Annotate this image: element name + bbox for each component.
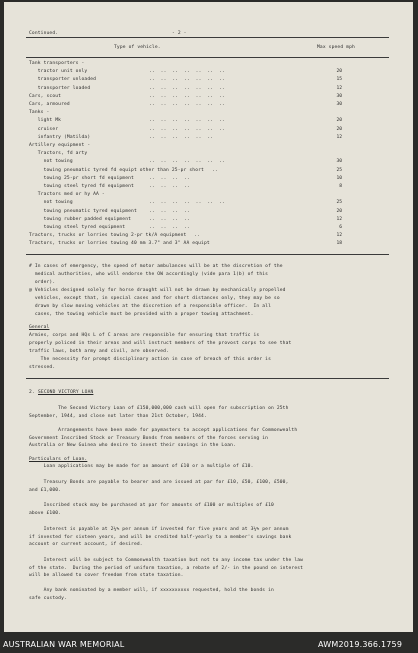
footer-right: AWM2019.366.1759 bbox=[318, 640, 403, 649]
footnote-line: vehicles, except that, in special cases and for short distances only, they may be so bbox=[29, 296, 280, 301]
max-speed-value: 12 bbox=[336, 233, 342, 239]
max-speed-value: 6 bbox=[339, 225, 342, 230]
loan-text-line: Interest is payable at 2¼% per annum if invested for five years and at 3¼% per annum bbox=[29, 527, 289, 532]
max-speed-value: 10 bbox=[336, 175, 342, 181]
max-speed-value: 20 bbox=[336, 69, 342, 75]
general-heading: General bbox=[29, 325, 50, 330]
column-header-vehicle: Type of vehicle. bbox=[114, 45, 161, 50]
leader-dots: .. .. .. .. .. .. .. bbox=[149, 118, 225, 124]
vehicle-type-label: Tractors, trucks or lorries towing 40 mm 3.7" and 3" AA equipt bbox=[29, 241, 210, 247]
loan-text-line: Government Inscribed Stock or Treasury Bonds from members of the forces serving in bbox=[29, 435, 269, 441]
general-text-line: stressed. bbox=[29, 365, 56, 370]
leader-dots: .. .. .. .. .. .. .. bbox=[149, 102, 225, 107]
leader-dots: .. .. .. .. .. .. bbox=[149, 134, 214, 140]
loan-text-line: Inscribed stock may be purchased at par for amounts of £100 or multiples of £10 bbox=[29, 503, 274, 508]
leader-dots: .. bbox=[212, 167, 218, 173]
vehicle-type-label: not towing bbox=[29, 159, 73, 165]
max-speed-value: 20 bbox=[336, 118, 342, 124]
particulars-heading: Particulars of Loan. bbox=[29, 457, 88, 462]
footnote-line: medical authorities, who will endorse the OW accordingly (vide para 1(b) of this bbox=[29, 272, 269, 277]
loan-text-line: of the state. During the period of uniform taxation, a rebate of 2/- in the pound on interest bbox=[29, 565, 304, 571]
loan-text-line: account or current account, if desired. bbox=[29, 542, 143, 548]
max-speed-value: 12 bbox=[336, 85, 342, 91]
vehicle-type-label: Tractors med or hy AA - bbox=[29, 192, 105, 198]
vehicle-type-label: infantry (Matilda) bbox=[29, 134, 91, 140]
footnote-line: drawn by slow moving vehicles at the discretion of a responsible officer. In all bbox=[29, 304, 272, 309]
max-speed-value: 15 bbox=[336, 77, 342, 83]
general-text-line: The necessity for prompt disciplinary action in case of breach of this order is bbox=[29, 357, 272, 362]
loan-text-line: and £1,000. bbox=[29, 487, 62, 493]
vehicle-type-label: transporter unloaded bbox=[29, 77, 97, 83]
max-speed-value: 12 bbox=[336, 216, 342, 222]
vehicle-type-label: transporter loaded bbox=[29, 85, 91, 91]
document-page bbox=[4, 2, 413, 632]
vehicle-type-label: Tank transporters - bbox=[29, 61, 85, 66]
footnote-line: @ Vehicles designed solely for horse draught will not be drawn by mechanically propelled bbox=[29, 288, 286, 293]
max-speed-value: 25 bbox=[336, 200, 342, 206]
general-text-line: properly policed in their areas and will instruct members of the provost corps to see that bbox=[29, 341, 292, 346]
vehicle-type-label: Tractors, fd arty bbox=[29, 151, 88, 157]
vehicle-type-label: towing steel tyred fd equipment bbox=[29, 184, 134, 189]
footer-left: AUSTRALIAN WAR MEMORIAL bbox=[3, 640, 125, 649]
loan-text-line: Australia or New Guinea who desire to invest their savings in the Loan. bbox=[29, 443, 237, 449]
general-text-line: Armies, corps and HQs L of C areas are responsible for ensuring that traffic is bbox=[29, 333, 260, 338]
leader-dots: .. .. .. .. .. .. .. bbox=[149, 93, 225, 99]
leader-dots: .. .. .. .. bbox=[149, 208, 190, 214]
max-speed-value: 18 bbox=[336, 241, 342, 247]
leader-dots: .. .. .. .. .. .. .. bbox=[149, 159, 225, 165]
loan-text-line: Any bank nominated by a member will, if xxxxxxxxxx requested, hold the bonds in bbox=[29, 588, 274, 593]
footnote-line: # In cases of emergency, the speed of motor ambulances will be at the discretion of the bbox=[29, 264, 283, 269]
header-rule bbox=[26, 57, 389, 58]
leader-dots: .. .. .. .. bbox=[149, 184, 190, 189]
loan-text-line: if invested for sixteen years, and will be credited half-yearly to a member's savings bank bbox=[29, 534, 292, 540]
table-bottom-rule bbox=[26, 254, 389, 255]
leader-dots: .. bbox=[194, 233, 201, 239]
vehicle-type-label: towing pneumatic tyred fd equipt other than 25-pr short bbox=[29, 167, 204, 173]
max-speed-value: 12 bbox=[336, 134, 342, 140]
max-speed-value: 25 bbox=[336, 167, 342, 173]
vehicle-type-label: Tractors, trucks or lorries towing 2-pr tk/A equipment bbox=[29, 233, 187, 239]
leader-dots: .. .. .. .. .. .. .. bbox=[149, 77, 225, 83]
section-title: SECOND VICTORY LOAN bbox=[38, 390, 94, 395]
top-rule bbox=[26, 37, 389, 38]
continued-label: Continued. bbox=[29, 31, 59, 36]
loan-text-line: The Second Victory Loan of £150,000,000 cash will open for subscription on 25th bbox=[29, 406, 289, 411]
vehicle-type-label: Cars, scout bbox=[29, 93, 62, 99]
loan-text-line: above £100. bbox=[29, 510, 62, 516]
footnote-line: order). bbox=[29, 280, 56, 285]
vehicle-type-label: cruiser bbox=[29, 126, 59, 132]
leader-dots: .. .. .. .. bbox=[149, 225, 190, 230]
section-number: 2. bbox=[29, 390, 35, 395]
vehicle-type-label: light Mk bbox=[29, 118, 62, 124]
max-speed-value: 8 bbox=[339, 184, 342, 189]
loan-text-line: Loan applications may be made for an amount of £10 or a multiple of £10. bbox=[29, 464, 254, 469]
vehicle-type-label: towing pneumatic tyred equipment bbox=[29, 208, 137, 214]
loan-text-line: will be allowed to cover freedom from state taxation. bbox=[29, 573, 184, 579]
vehicle-type-label: towing 25-pr short fd equipment bbox=[29, 175, 134, 181]
max-speed-value: 20 bbox=[336, 208, 342, 214]
max-speed-value: 30 bbox=[336, 159, 342, 165]
loan-text-line: September, 1944, and close not later than 21st October, 1944. bbox=[29, 413, 207, 419]
max-speed-value: 30 bbox=[336, 102, 342, 107]
loan-text-line: Interest will be subject to Commonwealth taxation but not to any income tax under the law bbox=[29, 558, 304, 563]
max-speed-value: 30 bbox=[336, 93, 342, 99]
loan-text-line: safe custody. bbox=[29, 595, 67, 601]
leader-dots: .. .. .. .. bbox=[149, 175, 190, 181]
leader-dots: .. .. .. .. .. .. .. bbox=[149, 126, 225, 132]
column-header-speed: Max speed mph bbox=[317, 45, 355, 50]
leader-dots: .. .. .. .. bbox=[149, 216, 190, 222]
loan-text-line: Arrangements have been made for paymasters to accept applications for Commonwealth bbox=[29, 428, 298, 433]
section-rule bbox=[26, 378, 389, 379]
leader-dots: .. .. .. .. .. .. .. bbox=[149, 200, 225, 206]
leader-dots: .. .. .. .. .. .. .. bbox=[149, 69, 225, 75]
leader-dots: .. .. .. .. .. .. .. bbox=[149, 85, 225, 91]
footnote-line: cases, the towing vehicle must be provided with a proper towing attachment. bbox=[29, 312, 254, 317]
vehicle-type-label: towing steel tyred equipment bbox=[29, 225, 126, 230]
vehicle-type-label: towing rubber padded equipment bbox=[29, 216, 132, 222]
vehicle-type-label: not towing bbox=[29, 200, 73, 206]
vehicle-type-label: Artillery equipment - bbox=[29, 143, 91, 148]
vehicle-type-label: Cars, armoured bbox=[29, 102, 70, 107]
page-number: - 2 - bbox=[172, 31, 187, 36]
loan-text-line: Treasury Bonds are payable to bearer and are issued at par for £10, £50, £100, £500, bbox=[29, 480, 289, 485]
vehicle-type-label: tractor unit only bbox=[29, 69, 88, 75]
vehicle-type-label: Tanks - bbox=[29, 110, 50, 116]
general-text-line: traffic laws, both army and civil, are observed. bbox=[29, 349, 169, 354]
max-speed-value: 20 bbox=[336, 126, 342, 132]
